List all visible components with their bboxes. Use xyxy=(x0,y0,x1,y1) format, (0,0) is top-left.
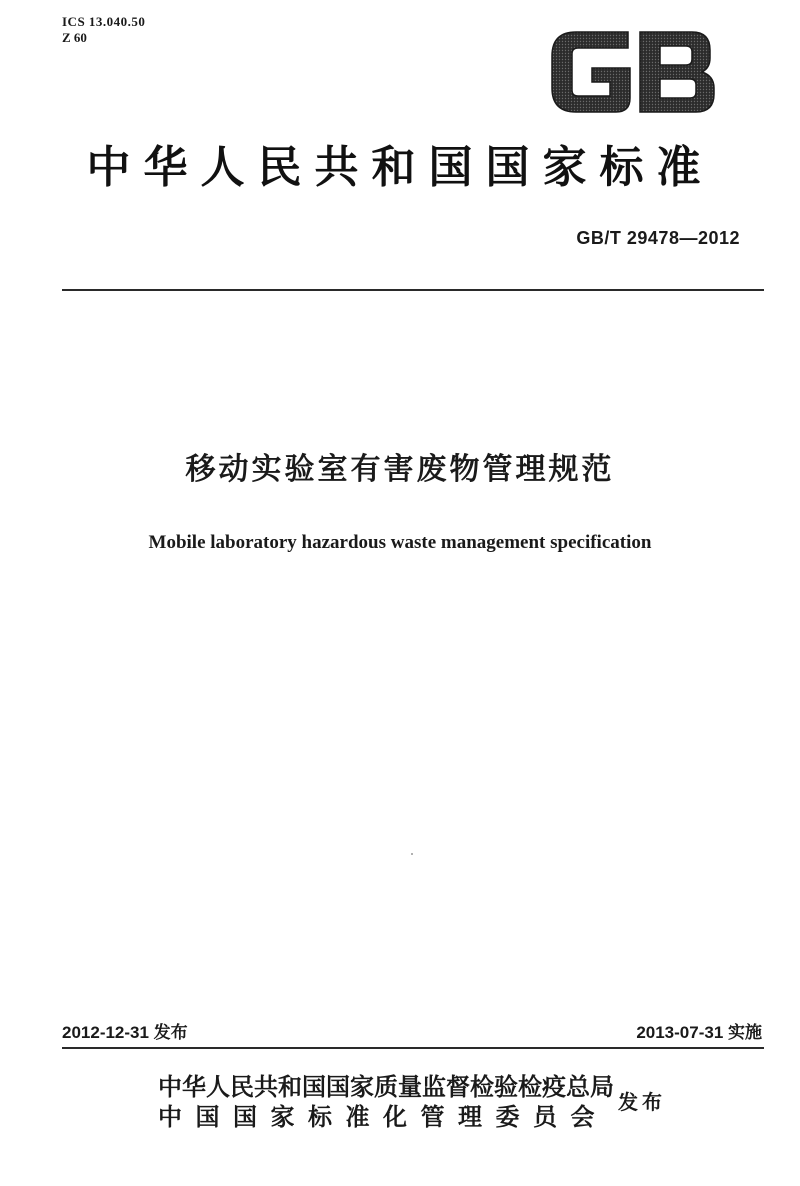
implementation-date: 2013-07-31 实施 xyxy=(636,1023,762,1042)
document-title-chinese: 移动实验室有害废物管理规范 xyxy=(185,452,615,487)
gb-logo xyxy=(546,22,720,122)
category-code: Z 60 xyxy=(62,30,87,45)
issuer-sac: 中国国家标准化管理委员会 xyxy=(158,1103,608,1131)
issuer-aqsiq: 中华人民共和国国家质量监督检验检疫总局 xyxy=(158,1073,614,1101)
speck-mark xyxy=(411,853,413,855)
footer-divider xyxy=(62,1047,764,1049)
ics-code: ICS 13.040.50 xyxy=(62,14,146,29)
standard-number: GB/T 29478—2012 xyxy=(576,228,740,248)
issue-date: 2012-12-31 发布 xyxy=(62,1023,188,1042)
publish-label: 发布 xyxy=(618,1090,666,1114)
svg-text:GB: GB xyxy=(546,22,548,23)
header-divider xyxy=(62,289,764,291)
document-title-english: Mobile laboratory hazardous waste management specification xyxy=(148,532,652,553)
standard-type-title: 中华人民共和国国家标准 xyxy=(86,142,714,193)
